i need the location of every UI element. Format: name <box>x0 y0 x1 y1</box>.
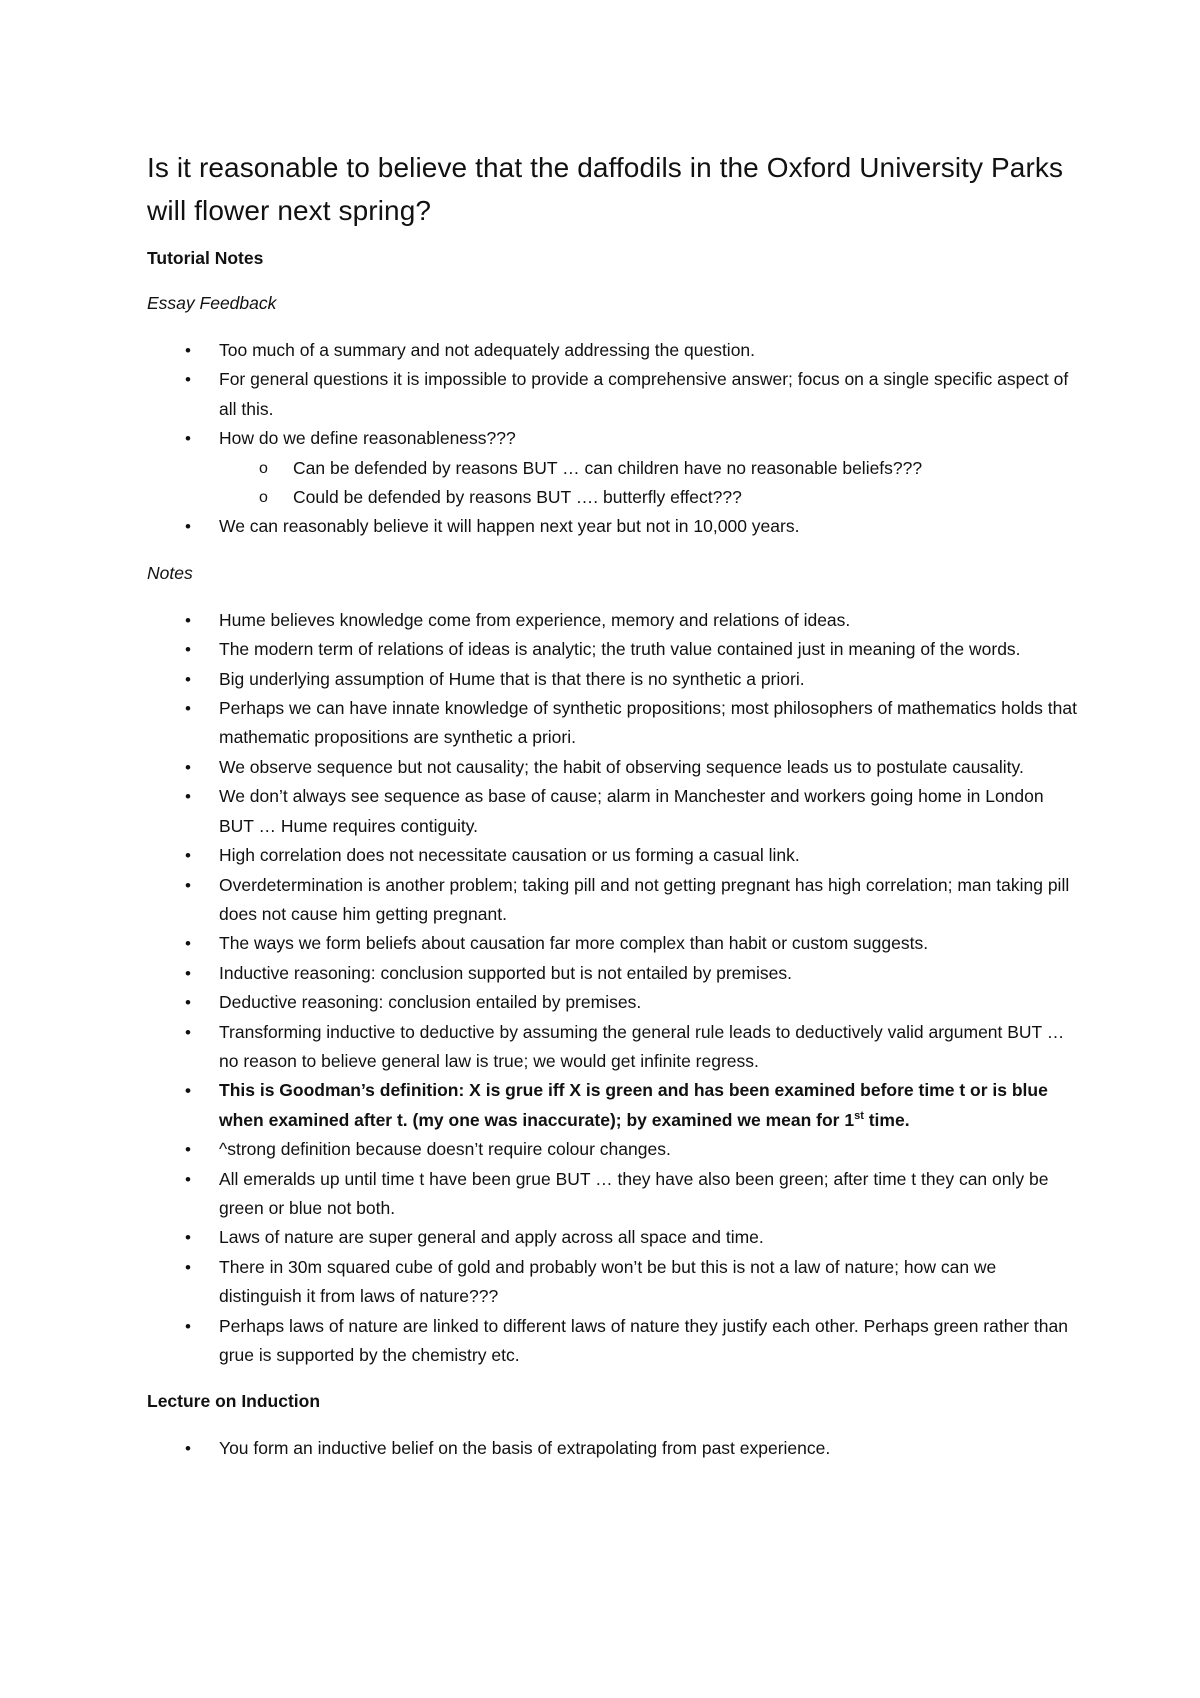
list-item <box>147 1223 1080 1252</box>
list-item <box>147 665 1080 694</box>
list-item <box>147 1165 1080 1224</box>
bullet-icon: • <box>185 846 191 866</box>
list-item-text: How do we define reasonableness??? <box>219 428 516 449</box>
list-item-text: We don’t always see sequence as base of cause; alarm in Manchester and workers going home in London BUT … Hume requires contiguity. <box>219 786 1044 836</box>
list-item-text: High correlation does not necessitate causation or us forming a casual link. <box>219 845 800 866</box>
bullet-icon: • <box>185 1228 191 1248</box>
list-item-text: Big underlying assumption of Hume that is that there is no synthetic a priori. <box>219 668 805 689</box>
list-item-text: The modern term of relations of ideas is analytic; the truth value contained just in meaning of the words. <box>219 639 1021 660</box>
list-item <box>147 512 1080 541</box>
notes-list <box>147 606 1080 1371</box>
list-item-text: For general questions it is impossible to provide a comprehensive answer; focus on a single specific aspect of all this. <box>219 369 1069 419</box>
list-item-text: Laws of nature are super general and apply across all space and time. <box>219 1227 764 1248</box>
bullet-icon: • <box>185 1022 191 1042</box>
list-item <box>147 694 1080 753</box>
list-item <box>147 1018 1080 1077</box>
bullet-icon: • <box>185 963 191 983</box>
bullet-icon: • <box>185 341 191 360</box>
list-item <box>147 871 1080 930</box>
list-item-text: We observe sequence but not causality; the habit of observing sequence leads us to postulate causality. <box>219 756 1024 777</box>
list-item-text: Hume believes knowledge come from experience, memory and relations of ideas. <box>219 609 851 630</box>
bullet-icon: • <box>185 640 191 660</box>
bullet-icon: • <box>185 1081 191 1101</box>
lecture-heading: Lecture on Induction <box>147 1391 321 1412</box>
list-item-text: Deductive reasoning: conclusion entailed by premises. <box>219 992 642 1013</box>
circle-bullet-icon: o <box>259 489 268 507</box>
sub-list-item <box>147 454 1080 483</box>
list-item-text: The ways we form beliefs about causation far more complex than habit or custom suggests. <box>219 933 929 954</box>
bullet-icon: • <box>185 1140 191 1160</box>
bullet-icon: • <box>185 429 191 449</box>
page-title: Is it reasonable to believe that the daffodils in the Oxford University Parks will flower next spring? <box>147 152 1064 226</box>
list-item <box>147 782 1080 841</box>
sub-list <box>219 454 1080 513</box>
list-item <box>147 929 1080 958</box>
bullet-icon: • <box>185 1439 191 1459</box>
sub-list-item <box>147 483 1080 512</box>
essay-feedback-list <box>147 336 1080 542</box>
list-item-text: There in 30m squared cube of gold and probably won’t be but this is not a law of nature; how can we distinguish it from laws of nature??? <box>219 1256 997 1307</box>
list-item-text: Perhaps laws of nature are linked to different laws of nature they justify each other. Perhaps green rather than grue is supported by the chemistry etc. <box>219 1315 1068 1365</box>
sub-list-item-text: Could be defended by reasons BUT …. butterfly effect??? <box>293 487 742 508</box>
goodman-definition-item <box>147 1076 1080 1135</box>
bullet-icon: • <box>185 787 191 807</box>
essay-feedback-heading: Essay Feedback <box>147 293 277 313</box>
bullet-icon: • <box>185 1169 191 1189</box>
list-item <box>147 753 1080 782</box>
bullet-icon: • <box>185 875 191 895</box>
bullet-icon: • <box>185 1316 191 1336</box>
bullet-icon: • <box>185 669 191 689</box>
list-item <box>147 606 1080 635</box>
bullet-icon: • <box>185 1257 191 1277</box>
list-item <box>147 1312 1080 1371</box>
bullet-icon: • <box>185 934 191 954</box>
bullet-icon: • <box>185 993 191 1013</box>
list-item-text: You form an inductive belief on the basis of extrapolating from past experience. <box>219 1438 831 1459</box>
list-item-text: Transforming inductive to deductive by assuming the general rule leads to deductively valid argument BUT … no reason to believe general law is true; we would get infinite regress. <box>219 1021 1065 1071</box>
list-item-text: Perhaps we can have innate knowledge of synthetic propositions; most philosophers of mathematics holds that mathematic propositions are synthetic a priori. <box>219 698 1077 748</box>
list-item-text: Inductive reasoning: conclusion supported but is not entailed by premises. <box>219 962 792 983</box>
bullet-icon: • <box>185 610 191 630</box>
tutorial-notes-heading: Tutorial Notes <box>147 248 264 268</box>
list-item <box>147 959 1080 988</box>
list-item <box>147 336 1080 365</box>
list-item-text: Too much of a summary and not adequately addressing the question. <box>219 340 756 360</box>
list-item <box>147 635 1080 664</box>
bullet-icon: • <box>185 699 191 719</box>
list-item-text: All emeralds up until time t have been grue BUT … they have also been green; after time t they can only be green or blue not both. <box>219 1168 1049 1218</box>
notes-heading: Notes <box>147 562 193 583</box>
list-item <box>147 1434 1080 1463</box>
list-item <box>147 988 1080 1017</box>
list-item <box>147 841 1080 870</box>
bullet-icon: • <box>185 757 191 777</box>
circle-bullet-icon: o <box>259 459 268 477</box>
list-item <box>147 1253 1080 1312</box>
sub-list-item-text: Can be defended by reasons BUT … can children have no reasonable beliefs??? <box>293 457 923 478</box>
list-item <box>147 424 1080 512</box>
bullet-icon: • <box>185 517 191 537</box>
bullet-icon: • <box>185 370 191 390</box>
list-item-text: ^strong definition because doesn’t require colour changes. <box>219 1139 671 1160</box>
goodman-definition-tail: time. <box>863 1109 910 1130</box>
lecture-list <box>147 1434 1080 1463</box>
list-item <box>147 365 1080 424</box>
list-item-text: We can reasonably believe it will happen next year but not in 10,000 years. <box>219 516 800 537</box>
list-item <box>147 1135 1080 1164</box>
list-item-text: Overdetermination is another problem; taking pill and not getting pregnant has high correlation; man taking pill does not cause him getting pregnant. <box>219 874 1070 924</box>
goodman-definition-text: This is Goodman’s definition: X is grue iff X is green and has been examined before time t or is blue when examined after t. (my one was inaccurate); by examined we mean for 1 <box>219 1080 1048 1130</box>
superscript: st <box>854 1109 864 1122</box>
